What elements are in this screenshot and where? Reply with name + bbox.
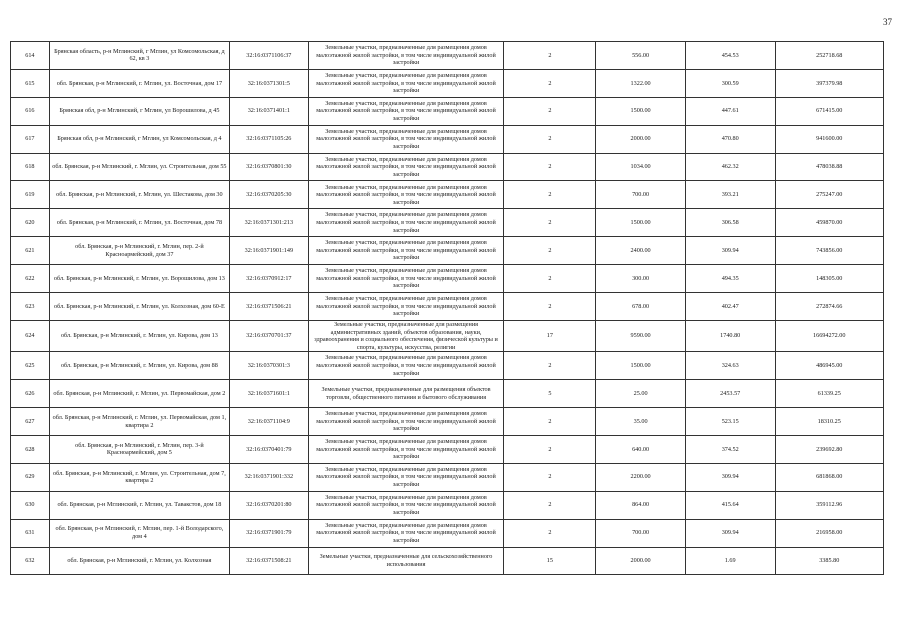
address-cell: обл. Брянская, р-н Мглинский, г. Мглин, пер. 1-й Володарского, дом 4: [49, 519, 229, 547]
area-cell: 25.00: [596, 380, 686, 408]
land-use-cell: Земельные участки, предназначенные для размещения домов малоэтажной жилой застройки, в том числе индивидуальной жилой застройки: [308, 209, 504, 237]
land-use-cell: Земельные участки, предназначенные для размещения домов малоэтажной жилой застройки, в том числе индивидуальной жилой застройки: [308, 97, 504, 125]
group-code-cell: 2: [504, 352, 596, 380]
table-row: [11, 97, 884, 125]
row-number-cell: 618: [11, 153, 50, 181]
area-cell: 1322.00: [596, 69, 686, 97]
land-use-cell: Земельные участки, предназначенные для размещения административных зданий, объектов образования, науки, здравоохранения и социального обеспечения, физической культуры и спорта, культуры, искусства, религии: [308, 320, 504, 351]
address-cell: обл. Брянская, р-н Мглинский, г. Мглин, пер. 2-й Красноармейский, дом 37: [49, 237, 229, 265]
table-row: [11, 519, 884, 547]
address-cell: Брянская область, р-н Мглинский, г Мглин, ул Комсомольская, д 62, кв 3: [49, 42, 229, 70]
address-cell: обл. Брянская, р-н Мглинский, г. Мглин, ул. Строительная, дом 7, квартира 2: [49, 463, 229, 491]
area-cell: 1500.00: [596, 352, 686, 380]
cadastral-value-cell: 743856.00: [775, 237, 884, 265]
cadastral-value-cell: 61339.25: [775, 380, 884, 408]
page-number: 37: [883, 17, 892, 27]
table-row: [11, 435, 884, 463]
row-number-cell: 625: [11, 352, 50, 380]
specific-value-cell: 300.59: [685, 69, 775, 97]
row-number-cell: 630: [11, 491, 50, 519]
cadastral-value-cell: 216958.00: [775, 519, 884, 547]
cadastral-number-cell: 32:16:0371105:26: [230, 125, 309, 153]
row-number-cell: 619: [11, 181, 50, 209]
cadastral-number-cell: 32:16:0371401:1: [230, 97, 309, 125]
specific-value-cell: 454.53: [685, 42, 775, 70]
cadastral-number-cell: 32:16:0371106:37: [230, 42, 309, 70]
table-row: [11, 320, 884, 351]
area-cell: 300.00: [596, 265, 686, 293]
cadastral-value-cell: 3385.80: [775, 547, 884, 575]
land-use-cell: Земельные участки, предназначенные для размещения домов малоэтажной жилой застройки, в том числе индивидуальной жилой застройки: [308, 153, 504, 181]
cadastral-number-cell: 32:16:0371508:21: [230, 547, 309, 575]
land-use-cell: Земельные участки, предназначенные для размещения домов малоэтажной жилой застройки, в том числе индивидуальной жилой застройки: [308, 293, 504, 321]
specific-value-cell: 1740.80: [685, 320, 775, 351]
group-code-cell: 2: [504, 237, 596, 265]
cadastral-number-cell: 32:16:0371301:5: [230, 69, 309, 97]
land-use-cell: Земельные участки, предназначенные для размещения домов малоэтажной жилой застройки, в том числе индивидуальной жилой застройки: [308, 435, 504, 463]
cadastral-number-cell: 32:16:0371104:9: [230, 408, 309, 436]
specific-value-cell: 309.94: [685, 519, 775, 547]
land-use-cell: Земельные участки, предназначенные для размещения домов малоэтажной жилой застройки, в том числе индивидуальной жилой застройки: [308, 125, 504, 153]
row-number-cell: 631: [11, 519, 50, 547]
specific-value-cell: 494.35: [685, 265, 775, 293]
row-number-cell: 629: [11, 463, 50, 491]
specific-value-cell: 462.32: [685, 153, 775, 181]
group-code-cell: 2: [504, 42, 596, 70]
area-cell: 35.00: [596, 408, 686, 436]
cadastral-value-cell: 681868.00: [775, 463, 884, 491]
table-row: [11, 491, 884, 519]
row-number-cell: 624: [11, 320, 50, 351]
area-cell: 2000.00: [596, 125, 686, 153]
table-row: [11, 352, 884, 380]
group-code-cell: 2: [504, 408, 596, 436]
specific-value-cell: 447.61: [685, 97, 775, 125]
cadastral-number-cell: 32:16:0370205:30: [230, 181, 309, 209]
address-cell: обл. Брянская, р-н Мглинский, г. Мглин, ул. Восточная, дом 78: [49, 209, 229, 237]
group-code-cell: 5: [504, 380, 596, 408]
specific-value-cell: 393.21: [685, 181, 775, 209]
group-code-cell: 2: [504, 519, 596, 547]
table-row: [11, 181, 884, 209]
specific-value-cell: 523.15: [685, 408, 775, 436]
specific-value-cell: 324.63: [685, 352, 775, 380]
table-row: [11, 265, 884, 293]
land-use-cell: Земельные участки, предназначенные для размещения домов малоэтажной жилой застройки, в том числе индивидуальной жилой застройки: [308, 69, 504, 97]
row-number-cell: 623: [11, 293, 50, 321]
land-use-cell: Земельные участки, предназначенные для размещения домов малоэтажной жилой застройки, в том числе индивидуальной жилой застройки: [308, 491, 504, 519]
cadastral-value-cell: 275247.00: [775, 181, 884, 209]
address-cell: обл. Брянская, р-н Мглинский, г. Мглин, ул. Шестакова, дом 30: [49, 181, 229, 209]
group-code-cell: 2: [504, 153, 596, 181]
group-code-cell: 2: [504, 209, 596, 237]
cadastral-number-cell: 32:16:0370301:3: [230, 352, 309, 380]
specific-value-cell: 374.52: [685, 435, 775, 463]
table-row: [11, 380, 884, 408]
cadastral-number-cell: 32:16:0370801:30: [230, 153, 309, 181]
cadastral-value-cell: 397379.98: [775, 69, 884, 97]
area-cell: 2000.00: [596, 547, 686, 575]
cadastral-value-cell: 148305.00: [775, 265, 884, 293]
address-cell: обл. Брянская, р-н Мглинский, г. Мглин, ул. Колхозная, дом 60-Е: [49, 293, 229, 321]
cadastral-value-cell: 252718.68: [775, 42, 884, 70]
land-use-cell: Земельные участки, предназначенные для размещения объектов торговли, общественного питания и бытового обслуживания: [308, 380, 504, 408]
row-number-cell: 614: [11, 42, 50, 70]
area-cell: 1034.00: [596, 153, 686, 181]
area-cell: 2200.00: [596, 463, 686, 491]
address-cell: обл. Брянская, р-н Мглинский, г. Мглин, ул. Тавакстов, дом 18: [49, 491, 229, 519]
cadastral-number-cell: 32:16:0371601:1: [230, 380, 309, 408]
cadastral-number-cell: 32:16:0370701:37: [230, 320, 309, 351]
address-cell: обл. Брянская, р-н Мглинский, г. Мглин, ул. Кирова, дом 88: [49, 352, 229, 380]
cadastral-value-cell: 478038.88: [775, 153, 884, 181]
area-cell: 1500.00: [596, 209, 686, 237]
cadastral-value-cell: 359112.96: [775, 491, 884, 519]
area-cell: 864.00: [596, 491, 686, 519]
table-row: [11, 153, 884, 181]
cadastral-number-cell: 32:16:0371506:21: [230, 293, 309, 321]
land-use-cell: Земельные участки, предназначенные для размещения домов малоэтажной жилой застройки, в том числе индивидуальной жилой застройки: [308, 181, 504, 209]
group-code-cell: 2: [504, 435, 596, 463]
cadastral-value-cell: 941600.00: [775, 125, 884, 153]
row-number-cell: 628: [11, 435, 50, 463]
area-cell: 556.00: [596, 42, 686, 70]
group-code-cell: 17: [504, 320, 596, 351]
row-number-cell: 621: [11, 237, 50, 265]
row-number-cell: 626: [11, 380, 50, 408]
table-row: [11, 42, 884, 70]
area-cell: 2400.00: [596, 237, 686, 265]
cadastral-number-cell: 32:16:0371901:79: [230, 519, 309, 547]
area-cell: 678.00: [596, 293, 686, 321]
cadastral-number-cell: 32:16:0370912:17: [230, 265, 309, 293]
group-code-cell: 2: [504, 491, 596, 519]
address-cell: обл. Брянская, р-н Мглинский, г. Мглин, ул. Восточная, дом 17: [49, 69, 229, 97]
table-row: [11, 209, 884, 237]
group-code-cell: 2: [504, 265, 596, 293]
table-row: [11, 125, 884, 153]
table-row: [11, 408, 884, 436]
cadastral-number-cell: 32:16:0370401:79: [230, 435, 309, 463]
specific-value-cell: 470.80: [685, 125, 775, 153]
land-use-cell: Земельные участки, предназначенные для размещения домов малоэтажной жилой застройки, в том числе индивидуальной жилой застройки: [308, 519, 504, 547]
group-code-cell: 2: [504, 125, 596, 153]
address-cell: Брянская обл, р-н Мглинский, г Мглин, ул Ворошилова, д 45: [49, 97, 229, 125]
address-cell: Брянская обл, р-н Мглинский, г Мглин, ул Комсомольская, д 4: [49, 125, 229, 153]
cadastral-value-cell: 459870.00: [775, 209, 884, 237]
area-cell: 9590.00: [596, 320, 686, 351]
cadastral-number-cell: 32:16:0370201:80: [230, 491, 309, 519]
cadastral-number-cell: 32:16:0371901:149: [230, 237, 309, 265]
specific-value-cell: 2453.57: [685, 380, 775, 408]
row-number-cell: 632: [11, 547, 50, 575]
land-use-cell: Земельные участки, предназначенные для размещения домов малоэтажной жилой застройки, в том числе индивидуальной жилой застройки: [308, 352, 504, 380]
specific-value-cell: 1.69: [685, 547, 775, 575]
row-number-cell: 620: [11, 209, 50, 237]
cadastral-value-cell: 18310.25: [775, 408, 884, 436]
table-row: [11, 547, 884, 575]
address-cell: обл. Брянская, р-н Мглинский, г. Мглин, ул. Ворошилова, дом 13: [49, 265, 229, 293]
area-cell: 1500.00: [596, 97, 686, 125]
address-cell: обл. Брянская, р-н Мглинский, г. Мглин, ул. Строительная, дом 55: [49, 153, 229, 181]
land-use-cell: Земельные участки, предназначенные для размещения домов малоэтажной жилой застройки, в том числе индивидуальной жилой застройки: [308, 463, 504, 491]
land-use-cell: Земельные участки, предназначенные для размещения домов малоэтажной жилой застройки, в том числе индивидуальной жилой застройки: [308, 265, 504, 293]
specific-value-cell: 309.94: [685, 463, 775, 491]
cadastral-number-cell: 32:16:0371301:213: [230, 209, 309, 237]
land-use-cell: Земельные участки, предназначенные для размещения домов малоэтажной жилой застройки, в том числе индивидуальной жилой застройки: [308, 42, 504, 70]
address-cell: обл. Брянская, р-н Мглинский, г. Мглин, ул. Кирова, дом 13: [49, 320, 229, 351]
area-cell: 640.00: [596, 435, 686, 463]
cadastral-value-cell: 16694272.00: [775, 320, 884, 351]
specific-value-cell: 306.58: [685, 209, 775, 237]
address-cell: обл. Брянская, р-н Мглинский, г. Мглин, ул. Первомайская, дом 2: [49, 380, 229, 408]
row-number-cell: 617: [11, 125, 50, 153]
row-number-cell: 622: [11, 265, 50, 293]
group-code-cell: 2: [504, 293, 596, 321]
specific-value-cell: 402.47: [685, 293, 775, 321]
row-number-cell: 615: [11, 69, 50, 97]
area-cell: 700.00: [596, 519, 686, 547]
address-cell: обл. Брянская, р-н Мглинский, г. Мглин, ул. Колхозная: [49, 547, 229, 575]
cadastral-number-cell: 32:16:0371901:332: [230, 463, 309, 491]
group-code-cell: 2: [504, 69, 596, 97]
cadastral-value-cell: 272874.66: [775, 293, 884, 321]
table-row: [11, 237, 884, 265]
cadastral-value-cell: 671415.00: [775, 97, 884, 125]
table-row: [11, 69, 884, 97]
land-use-cell: Земельные участки, предназначенные для размещения домов малоэтажной жилой застройки, в том числе индивидуальной жилой застройки: [308, 408, 504, 436]
row-number-cell: 627: [11, 408, 50, 436]
address-cell: обл. Брянская, р-н Мглинский, г. Мглин, ул. Первомайская, дом 1, квартира 2: [49, 408, 229, 436]
table-row: [11, 293, 884, 321]
cadastral-value-cell: 239692.80: [775, 435, 884, 463]
land-registry-table: [10, 41, 884, 575]
row-number-cell: 616: [11, 97, 50, 125]
cadastral-value-cell: 486945.00: [775, 352, 884, 380]
land-use-cell: Земельные участки, предназначенные для размещения домов малоэтажной жилой застройки, в том числе индивидуальной жилой застройки: [308, 237, 504, 265]
group-code-cell: 2: [504, 181, 596, 209]
land-use-cell: Земельные участки, предназначенные для сельскохозяйственного использования: [308, 547, 504, 575]
table-row: [11, 463, 884, 491]
group-code-cell: 2: [504, 463, 596, 491]
group-code-cell: 2: [504, 97, 596, 125]
area-cell: 700.00: [596, 181, 686, 209]
group-code-cell: 15: [504, 547, 596, 575]
address-cell: обл. Брянская, р-н Мглинский, г. Мглин, пер. 3-й Красноармейский, дом 5: [49, 435, 229, 463]
specific-value-cell: 309.94: [685, 237, 775, 265]
specific-value-cell: 415.64: [685, 491, 775, 519]
